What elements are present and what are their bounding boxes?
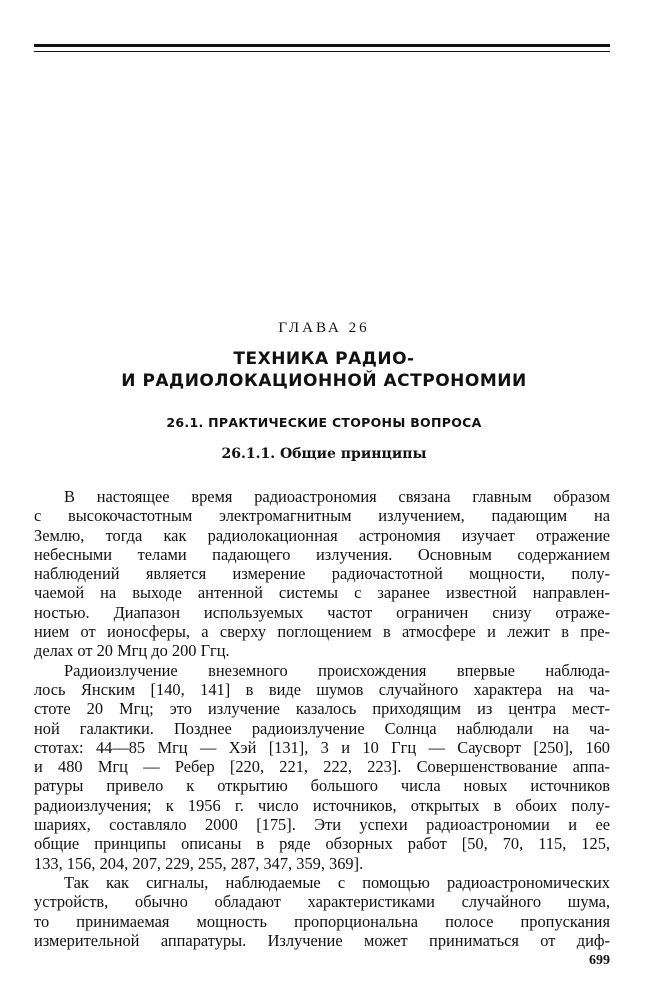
paragraph-3 bbox=[34, 873, 610, 950]
text-line: чаемой на выходе антенной системы с заранее известной направлен- bbox=[34, 583, 610, 603]
chapter-title-line-1: ТЕХНИКА РАДИО- bbox=[233, 349, 415, 369]
chapter-title bbox=[0, 348, 648, 392]
text-line: устройств, обычно обладают характеристиками случайного шума, bbox=[34, 892, 610, 912]
text-line: 133, 156, 204, 207, 229, 255, 287, 347, 359, 369]. bbox=[34, 853, 364, 873]
text-line: лось Янским [140, 141] в виде шумов случайного характера на ча- bbox=[34, 679, 610, 699]
paragraph-1 bbox=[34, 487, 610, 661]
text-line: ностью. Диапазон используемых частот ограничен снизу отраже- bbox=[34, 602, 610, 622]
text-line: небесными телами падающего излучения. Основным содержанием bbox=[34, 544, 610, 564]
text-line: Землю, тогда как радиолокационная астрономия изучает отражение bbox=[34, 525, 610, 545]
text-line: ной галактики. Позднее радиоизлучение Солнца наблюдали на ча- bbox=[34, 718, 610, 738]
chapter-label: ГЛАВА 26 bbox=[278, 320, 370, 336]
text-line: с высокочастотным электромагнитным излучением, падающим на bbox=[34, 506, 610, 526]
section-title: 26.1. ПРАКТИЧЕСКИЕ СТОРОНЫ ВОПРОСА bbox=[166, 415, 482, 430]
text-line: нием от ионосферы, а сверху поглощением в атмосфере и лежит в пре- bbox=[34, 622, 610, 642]
chapter-title-line-2: И РАДИОЛОКАЦИОННОЙ АСТРОНОМИИ bbox=[121, 371, 527, 391]
subsection-title: 26.1.1. Общие принципы bbox=[221, 446, 427, 462]
text-line: и 480 Мгц — Ребер [220, 221, 222, 223]. Совершенствование аппа- bbox=[34, 757, 610, 777]
text-line: Радиоизлучение внеземного происхождения впервые наблюда- bbox=[64, 660, 610, 680]
text-line: Так как сигналы, наблюдаемые с помощью радиоастрономических bbox=[64, 872, 610, 892]
text-line: общие принципы описаны в ряде обзорных работ [50, 70, 115, 125, bbox=[34, 834, 610, 854]
text-line: радиоизлучения; к 1956 г. число источников, открытых в обоих полу- bbox=[34, 795, 610, 815]
text-line: стотах: 44—85 Мгц — Хэй [131], 3 и 10 Ггц — Саусворт [250], 160 bbox=[34, 737, 610, 757]
text-line: делах от 20 Мгц до 200 Ггц. bbox=[34, 641, 230, 661]
text-line: В настоящее время радиоастрономия связана главным образом bbox=[64, 487, 610, 506]
body-text bbox=[34, 487, 610, 950]
text-line: то принимаемая мощность пропорциональна полосе пропускания bbox=[34, 911, 610, 931]
paragraph-2 bbox=[34, 661, 610, 873]
text-line: наблюдений является измерение радиочастотной мощности, полу- bbox=[34, 564, 610, 584]
header-rule-thin bbox=[34, 51, 610, 52]
text-line: стоте 20 Мгц; это излучение казалось приходящим из центра мест- bbox=[34, 699, 610, 719]
header-rule-thick bbox=[34, 44, 610, 47]
page-number: 699 bbox=[589, 953, 610, 968]
text-line: измерительной аппаратуры. Излучение может приниматься от диф- bbox=[34, 930, 610, 950]
text-line: шариях, составляло 2000 [175]. Эти успехи радиоастрономии и ее bbox=[34, 815, 610, 835]
text-line: ратуры привело к открытию большого числа новых источников bbox=[34, 776, 610, 796]
